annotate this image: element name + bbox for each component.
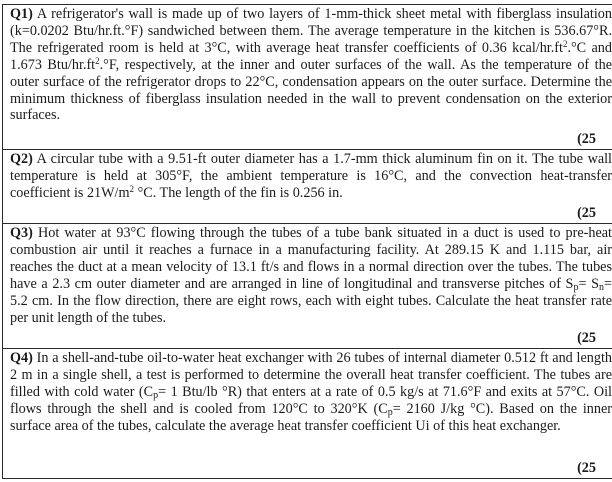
question-3-body: = S bbox=[578, 275, 599, 292]
question-4-body: In a shell-and-tube oil-to-water heat exchanger with 26 tubes of internal diameter 0.512 ft and length 2 m in a single shell, a test is performed to determine the overall heat transfer coefficient. The tubes are filled with cold water (C bbox=[10, 350, 612, 400]
question-4-body: = 2160 J/kg °C). Based on the inner surface area of the tubes, calculate the average heat transfer coefficient Ui of this heat exchanger. bbox=[10, 400, 612, 434]
question-1-box bbox=[2, 4, 612, 150]
question-2-box bbox=[2, 149, 612, 224]
question-4-body: = 1 Btu/lb °R) that enters at a rate of 0.5 kg/s at 71.6°F and exits at 57°C. Oil flows through the shell and is cooled from 120°C to 320°K (C bbox=[10, 383, 612, 417]
subscript: p bbox=[573, 281, 579, 293]
question-1-body: .°F, respectively, at the inner and outer surfaces of the wall. As the temperature of the outer surface of the refrigerator drops to 22°C, condensation appears on the outer surface. Determine the minimum thickness of fiberglass insulation needed in the wall to prevent condensation on the exterior surfaces. bbox=[10, 56, 612, 124]
subscript: p bbox=[153, 389, 159, 401]
question-4-text bbox=[10, 350, 612, 435]
question-2-number: Q2) bbox=[10, 151, 33, 167]
question-3-box bbox=[2, 223, 612, 349]
question-3-marks: (25 bbox=[577, 330, 596, 346]
question-4-box bbox=[2, 348, 612, 479]
superscript: 2 bbox=[129, 183, 135, 194]
superscript: 2 bbox=[562, 38, 568, 49]
question-2-text bbox=[10, 151, 612, 202]
superscript: 2 bbox=[95, 55, 100, 66]
subscript: n bbox=[598, 281, 604, 293]
question-3-text bbox=[10, 225, 612, 326]
question-2-body: °C. The length of the fin is 0.256 in. bbox=[134, 184, 343, 201]
question-1-number: Q1) bbox=[10, 6, 33, 22]
question-1-marks: (25 bbox=[577, 131, 596, 147]
subscript: p bbox=[387, 406, 393, 418]
question-4-number: Q4) bbox=[10, 350, 33, 366]
question-1-body: A refrigerator's wall is made up of two layers of 1-mm-thick sheet metal with fiberglass insulation (k=0.0202 Btu/hr.ft.°F) sandwiched between them. The average temperature in the kitchen is 536.67°R. The refrigerated room is held at 3°C, with average heat transfer coefficients of 0.36 kcal/hr.ft bbox=[10, 6, 612, 56]
question-2-body: A circular tube with a 9.51-ft outer diameter has a 1.7-mm thick aluminum fin on it. The tube wall temperature is held at 305°F, the ambient temperature is 16°C, and the convection heat-transfer coefficient is 21W/m bbox=[10, 151, 612, 201]
question-3-number: Q3) bbox=[10, 225, 33, 241]
question-1-body: .°C and 1.673 Btu/hr.ft bbox=[10, 39, 612, 73]
question-3-body: = 5.2 cm. In the flow direction, there are eight rows, each with eight tubes. Calculate the heat transfer rate per unit length of the tubes. bbox=[10, 275, 612, 326]
question-4-marks: (25 bbox=[577, 460, 596, 476]
question-3-body: Hot water at 93°C flowing through the tubes of a tube bank situated in a duct is used to pre-heat combustion air until it reaches a furnace in a manufacturing facility. At 289.15 K and 1.115 bar, air reaches the duct at a mean velocity of 13.1 ft/s and flows in a normal direction over the tubes. The tubes have a 2.3 cm outer diameter and are arranged in line of longitudinal and transverse pitches of S bbox=[10, 225, 612, 292]
question-2-marks: (25 bbox=[577, 205, 596, 221]
question-1-text bbox=[10, 6, 612, 124]
